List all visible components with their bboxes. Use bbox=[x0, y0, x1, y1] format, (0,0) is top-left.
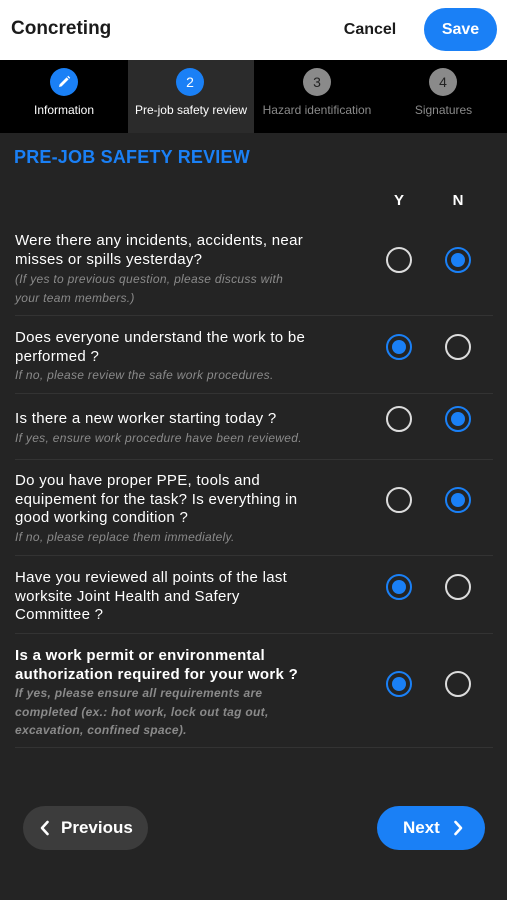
next-label: Next bbox=[403, 818, 440, 837]
previous-label: Previous bbox=[61, 818, 133, 837]
question-row bbox=[15, 647, 493, 748]
save-button[interactable]: Save bbox=[424, 8, 497, 51]
question-hint: If no, please replace them immediately. bbox=[15, 530, 235, 544]
section-title: PRE-JOB SAFETY REVIEW bbox=[14, 147, 250, 167]
step-number: 4 bbox=[429, 68, 457, 96]
chevron-right-icon bbox=[450, 818, 466, 838]
radio-no[interactable] bbox=[445, 671, 471, 697]
radio-yes[interactable] bbox=[386, 247, 412, 273]
step-pre-job-safety-review[interactable] bbox=[128, 60, 254, 133]
question-text: Is a work permit or environmental authorization required for your work ? bbox=[15, 647, 299, 683]
radio-no[interactable] bbox=[445, 487, 471, 513]
previous-button[interactable] bbox=[23, 806, 148, 850]
top-bar bbox=[0, 0, 507, 60]
radio-yes[interactable] bbox=[386, 334, 412, 360]
question-hint: If yes, please ensure all requirements are completed (ex.: hot work, lock out tag out, excavation, confined space). bbox=[15, 686, 269, 737]
question-hint: If no, please review the safe work procedures. bbox=[15, 368, 274, 382]
radio-no[interactable] bbox=[445, 406, 471, 432]
pencil-icon bbox=[50, 68, 78, 96]
column-header-yes: Y bbox=[393, 192, 404, 209]
step-information[interactable] bbox=[0, 60, 128, 133]
question-text: Does everyone understand the work to be performed ? bbox=[15, 329, 306, 365]
question-row bbox=[15, 472, 493, 556]
question-text: Is there a new worker starting today ? bbox=[15, 410, 277, 427]
step-number: 3 bbox=[303, 68, 331, 96]
radio-yes[interactable] bbox=[386, 574, 412, 600]
page-title: Concreting bbox=[11, 18, 112, 39]
next-button[interactable] bbox=[377, 806, 485, 850]
radio-no[interactable] bbox=[445, 247, 471, 273]
step-label: Signatures bbox=[414, 103, 473, 117]
question-hint: If yes, ensure work procedure have been reviewed. bbox=[15, 431, 302, 445]
radio-yes[interactable] bbox=[386, 487, 412, 513]
radio-no[interactable] bbox=[445, 574, 471, 600]
step-label: Hazard identification bbox=[262, 103, 372, 117]
question-row bbox=[15, 410, 493, 460]
question-text: Have you reviewed all points of the last worksite Joint Health and Safery Committee ? bbox=[15, 569, 288, 623]
question-text: Were there any incidents, accidents, near misses or spills yesterday? bbox=[15, 232, 304, 268]
stepper bbox=[0, 60, 507, 133]
step-label: Information bbox=[33, 103, 95, 117]
question-row bbox=[15, 329, 493, 394]
column-header-no: N bbox=[452, 192, 464, 209]
radio-yes[interactable] bbox=[386, 671, 412, 697]
question-row bbox=[15, 232, 493, 316]
cancel-button[interactable]: Cancel bbox=[334, 10, 406, 50]
question-row bbox=[15, 569, 493, 634]
radio-yes[interactable] bbox=[386, 406, 412, 432]
step-hazard-identification[interactable] bbox=[254, 60, 380, 133]
question-text: Do you have proper PPE, tools and equipement for the task? Is everything in good working condition ? bbox=[15, 472, 298, 526]
step-label: Pre-job safety review bbox=[134, 103, 248, 117]
step-number: 2 bbox=[176, 68, 204, 96]
question-hint: (If yes to previous question, please discuss with your team members.) bbox=[15, 272, 284, 305]
chevron-left-icon bbox=[37, 818, 53, 838]
step-signatures[interactable] bbox=[380, 60, 507, 133]
radio-no[interactable] bbox=[445, 334, 471, 360]
